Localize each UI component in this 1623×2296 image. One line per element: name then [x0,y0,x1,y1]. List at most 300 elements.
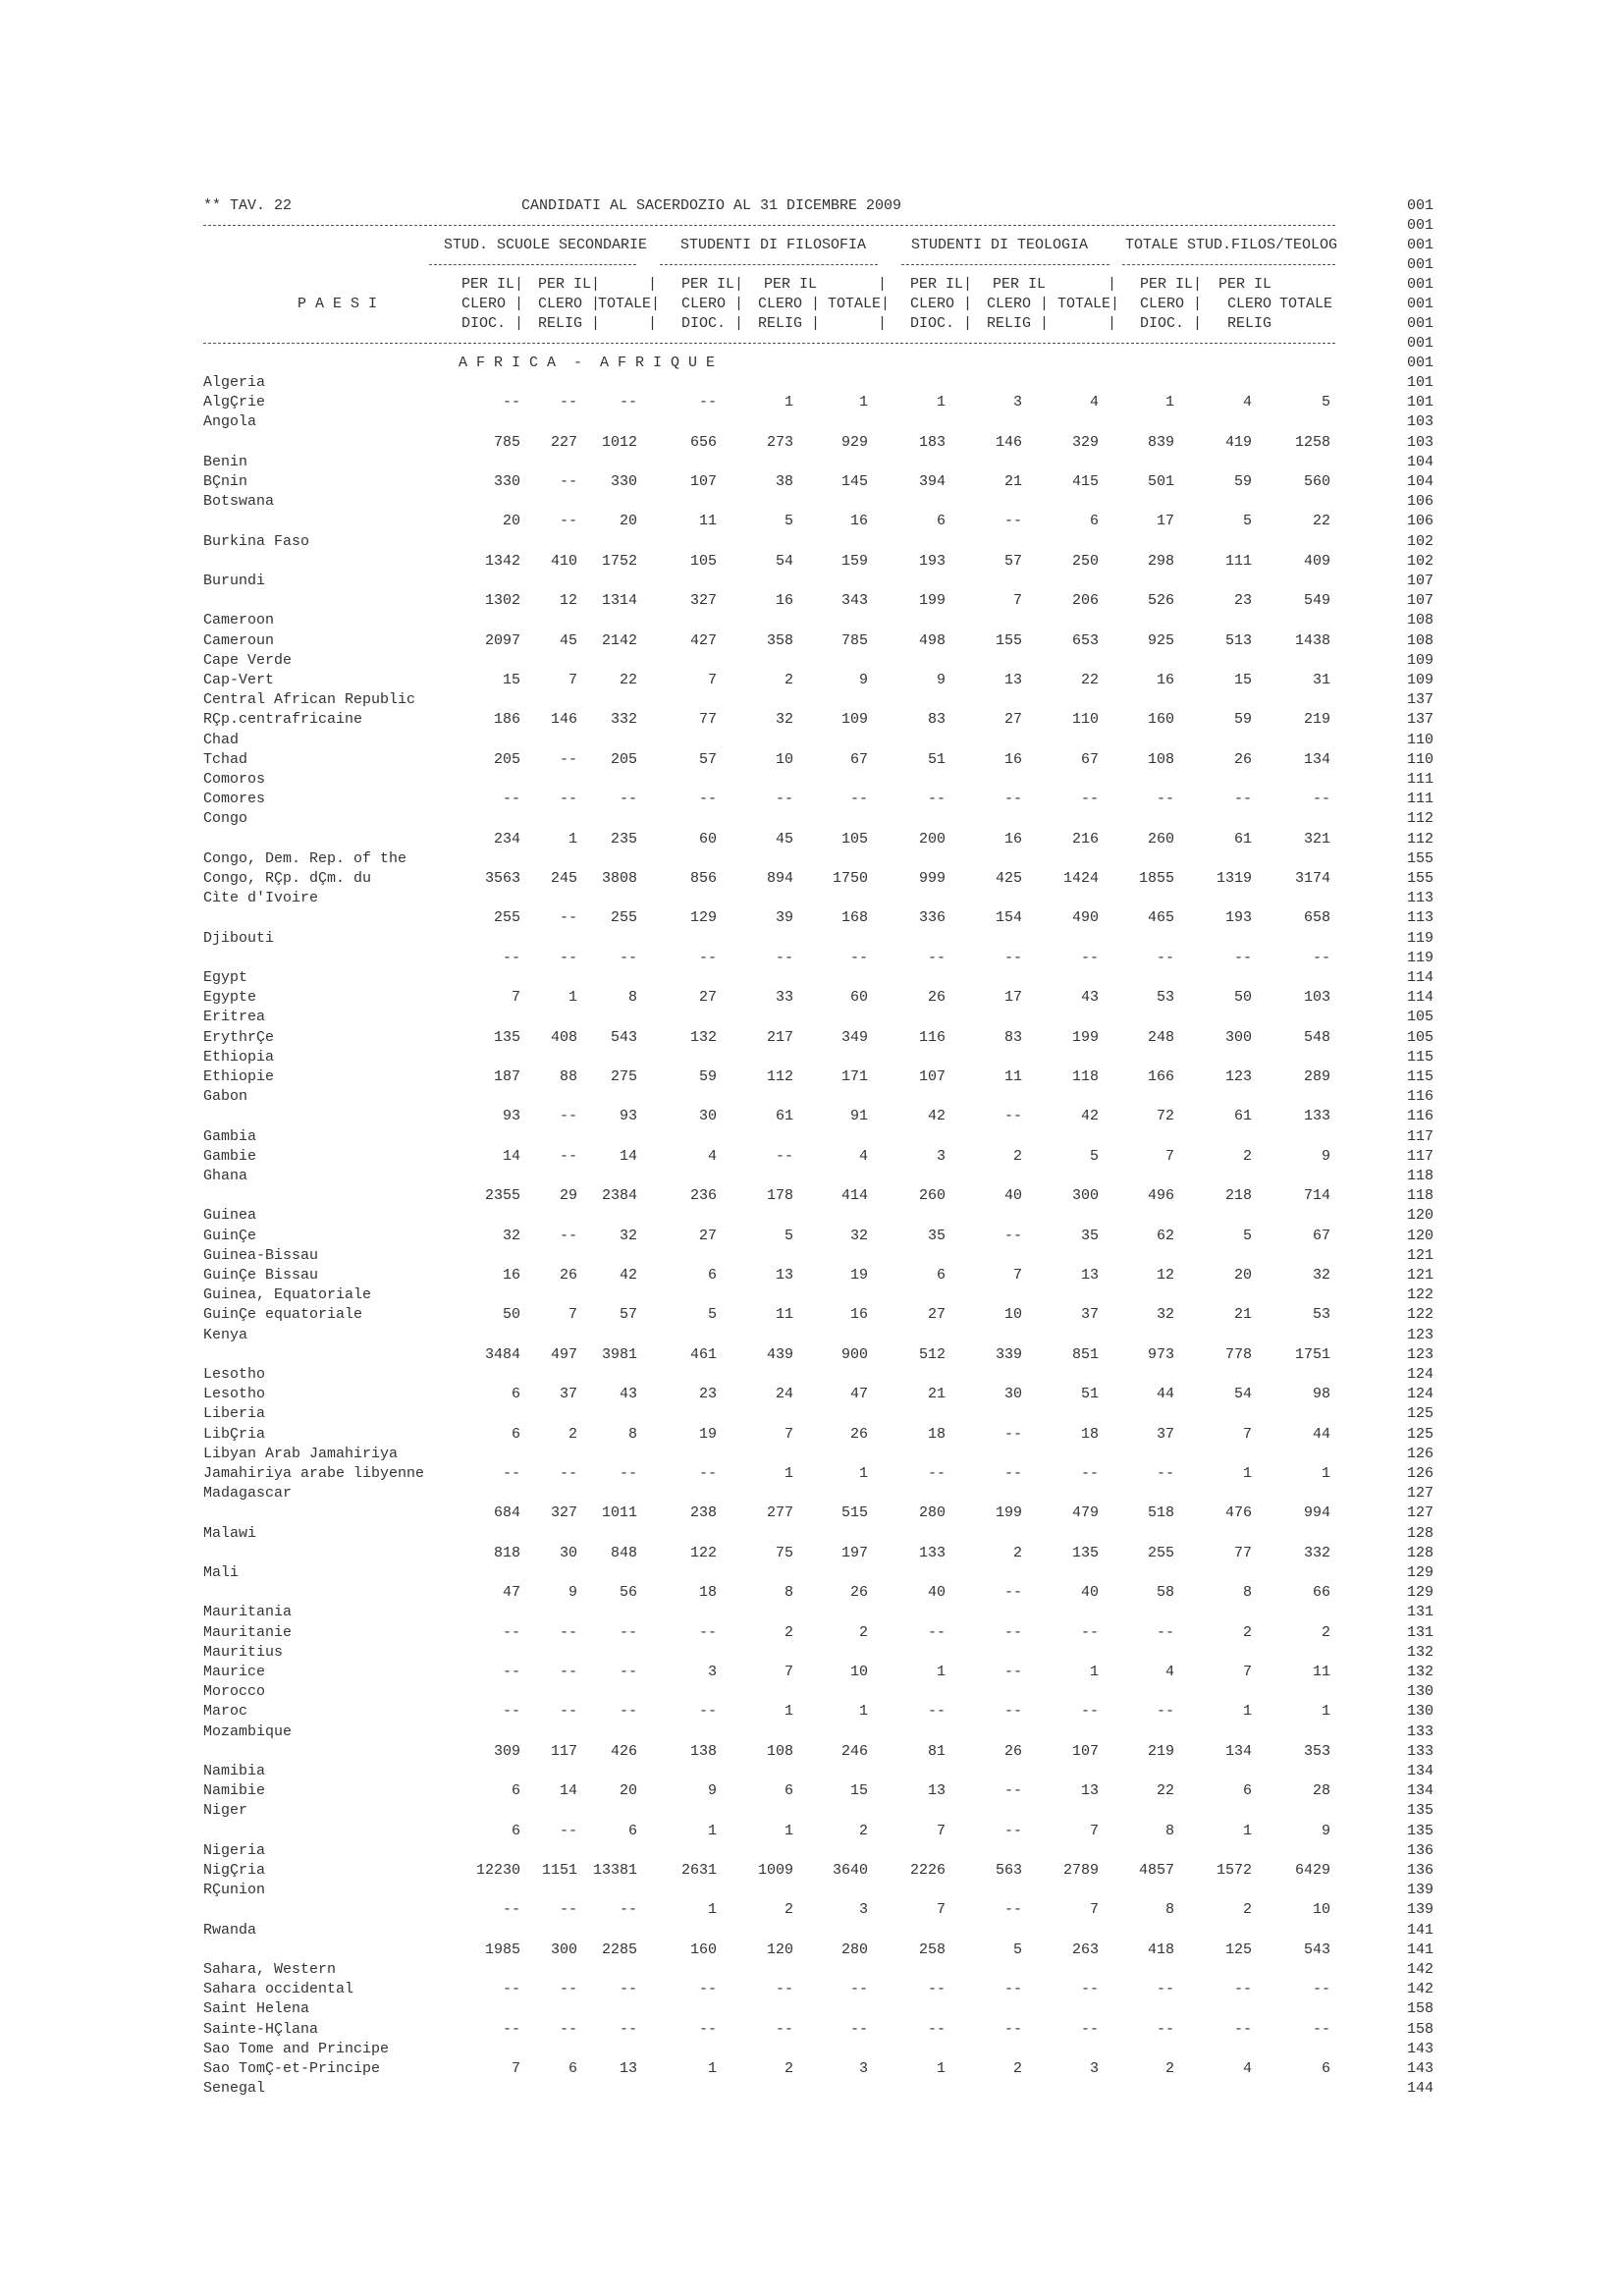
subheader-cell: | [1107,315,1116,332]
country-name: Central African Republic [203,691,416,709]
table-row [0,1404,1623,1424]
page-code: 001 [1406,315,1434,332]
row-code: 104 [1406,473,1434,490]
value-cell: -- [559,1981,577,1998]
value-cell: 60 [698,830,717,847]
row-code: 112 [1406,830,1434,847]
value-cell: 118 [1071,1068,1099,1085]
value-cell: 7 [511,2060,520,2077]
value-cell: 5 [784,1227,793,1244]
value-cell: 1 [858,1465,868,1482]
value-cell: 8 [1164,1901,1174,1919]
value-cell: 67 [1312,1227,1330,1244]
value-cell: 3 [858,1901,868,1919]
value-cell: 513 [1224,631,1252,649]
table-row [0,591,1623,611]
value-cell: 1 [936,2060,946,2077]
value-cell: 1855 [1138,870,1174,887]
row-code: 133 [1406,1722,1434,1740]
value-cell: 51 [927,750,946,768]
table-row [0,2079,1623,2099]
row-code: 107 [1406,573,1434,589]
value-cell: 4857 [1138,1862,1174,1879]
value-cell: -- [559,513,577,530]
table-row [0,1722,1623,1742]
value-cell: 6 [936,1267,946,1284]
value-cell: 160 [689,1941,717,1958]
value-cell: 61 [775,1108,793,1125]
value-cell: 187 [493,1068,520,1085]
value-cell: 123 [1224,1068,1252,1085]
value-cell: 28 [1312,1782,1330,1800]
value-cell: 42 [1080,1108,1099,1125]
subheader-cell: CLERO | [681,296,744,312]
region-heading: A F R I C A - A F R I Q U E [459,355,716,371]
value-cell: -- [1312,2020,1330,2038]
country-name: Angola [203,413,257,431]
value-cell: 856 [689,870,717,887]
value-cell: 6 [511,1425,520,1443]
value-cell: 929 [840,433,868,451]
value-cell: -- [775,1981,793,1998]
value-cell: 1 [707,1822,717,1839]
table-row [0,1008,1623,1027]
value-cell: 277 [766,1504,793,1522]
value-cell: 3 [936,1147,946,1165]
row-code: 124 [1406,1386,1434,1403]
value-cell: 199 [918,592,946,610]
table-row [0,433,1623,453]
value-cell: 5 [1242,513,1252,530]
value-cell: 107 [1071,1742,1099,1760]
row-code: 121 [1406,1246,1434,1264]
country-name: LibÇria [203,1425,266,1443]
value-cell: 61 [1233,1108,1252,1125]
value-cell: 2 [1242,1623,1252,1641]
country-name: Congo [203,810,248,828]
value-cell: 42 [619,1267,637,1284]
value-cell: 653 [1071,631,1099,649]
table-row [0,1425,1623,1445]
value-cell: 16 [849,1306,868,1324]
value-cell: 13 [1080,1267,1099,1284]
table-row [0,373,1623,393]
row-code: 108 [1406,612,1434,629]
value-cell: 785 [840,631,868,649]
value-cell: 327 [689,592,717,610]
value-cell: 32 [1312,1267,1330,1284]
country-name: Madagascar [203,1485,293,1503]
value-cell: 1752 [601,552,637,570]
value-cell: 35 [1080,1227,1099,1244]
table-row [0,1603,1623,1622]
value-cell: 9 [1321,1822,1330,1839]
value-cell: 24 [775,1386,793,1403]
subheader-cell: PER IL [1217,276,1271,293]
value-cell: 16 [849,513,868,530]
value-cell: -- [559,394,577,411]
value-cell: 309 [493,1742,520,1760]
value-cell: 53 [1312,1306,1330,1324]
table-row [0,651,1623,671]
value-cell: 839 [1147,433,1174,451]
value-cell: 543 [610,1028,637,1046]
value-cell: 414 [840,1187,868,1205]
title-line [0,196,1623,216]
value-cell: 3808 [601,870,637,887]
subheader-line-3 [0,314,1623,334]
row-code: 139 [1406,1901,1434,1919]
value-cell: 2789 [1062,1862,1099,1879]
value-cell: -- [619,394,637,411]
value-cell: 216 [1071,830,1099,847]
value-cell: 999 [918,870,946,887]
row-code: 139 [1406,1882,1434,1899]
value-cell: 6 [511,1386,520,1403]
row-code: 135 [1406,1802,1434,1820]
country-name: Egypt [203,969,248,986]
value-cell: 7 [936,1822,946,1839]
subheader-cell: CLERO | [758,296,821,312]
country-name: Ethiopie [203,1068,275,1085]
value-cell: 235 [610,830,637,847]
row-code: 131 [1406,1604,1434,1621]
row-code: 122 [1406,1286,1434,1304]
value-cell: 112 [766,1068,793,1085]
table-row [0,1186,1623,1206]
table-row [0,1742,1623,1762]
value-cell: 146 [550,711,577,729]
value-cell: -- [559,949,577,966]
value-cell: 300 [550,1941,577,1958]
country-name: Benin [203,453,248,470]
country-name: Cap-Vert [203,672,275,688]
subheader-cell: DIOC. | [461,315,524,332]
value-cell: 57 [1003,552,1022,570]
country-name: Burundi [203,573,266,589]
value-cell: 12 [1156,1267,1174,1284]
value-cell: -- [698,949,717,966]
value-cell: -- [1312,791,1330,808]
row-code: 114 [1406,989,1434,1007]
value-cell: 120 [766,1941,793,1958]
subheader-cell: TOTALE| [1057,296,1120,312]
value-cell: 77 [1233,1544,1252,1561]
value-cell: 199 [1071,1028,1099,1046]
value-cell: 93 [619,1108,637,1125]
table-row [0,1345,1623,1365]
table-row [0,552,1623,572]
country-name: Gabon [203,1088,248,1106]
value-cell: 183 [918,433,946,451]
row-code: 123 [1406,1326,1434,1343]
subheader-cell: RELIG | [987,315,1050,332]
table-row [0,1781,1623,1801]
subheader-cell: PER IL [763,276,817,293]
value-cell: 321 [1303,830,1330,847]
table-row [0,731,1623,750]
subheader-cell: PER IL [992,276,1046,293]
value-cell: -- [927,2020,946,2038]
value-cell: 62 [1156,1227,1174,1244]
value-cell: 684 [493,1504,520,1522]
group-header-line [0,236,1623,255]
value-cell: 218 [1224,1187,1252,1205]
country-name: Comoros [203,771,266,788]
value-cell: 8 [627,989,637,1007]
value-cell: 258 [918,1941,946,1958]
value-cell: 5 [1242,1227,1252,1244]
value-cell: 193 [918,552,946,570]
group-rule [1122,264,1335,265]
value-cell: 13381 [592,1862,637,1879]
row-code: 137 [1406,691,1434,709]
value-cell: 900 [840,1345,868,1363]
row-code: 117 [1406,1127,1434,1145]
value-cell: 31 [1312,672,1330,688]
country-name: Nigeria [203,1841,266,1859]
value-cell: -- [619,1901,637,1919]
value-cell: -- [1003,1425,1022,1443]
group-header-total: TOTALE STUD.FILOS/TEOLOG [1125,237,1338,253]
table-row [0,1445,1623,1464]
value-cell: 13 [619,2060,637,2077]
value-cell: -- [619,1981,637,1998]
value-cell: 50 [502,1306,520,1324]
value-cell: -- [927,1623,946,1641]
row-code: 116 [1406,1108,1434,1125]
value-cell: -- [927,949,946,966]
value-cell: 154 [995,909,1022,927]
value-cell: 3174 [1294,870,1330,887]
value-cell: 1 [1321,1703,1330,1721]
value-cell: 1 [936,1664,946,1680]
value-cell: -- [502,1981,520,1998]
value-cell: 47 [849,1386,868,1403]
value-cell: 512 [918,1345,946,1363]
value-cell: 107 [689,473,717,490]
value-cell: -- [1003,1465,1022,1482]
table-row [0,1941,1623,1960]
value-cell: 549 [1303,592,1330,610]
table-row [0,1762,1623,1781]
country-name: Lesotho [203,1386,266,1403]
value-cell: 8 [784,1584,793,1602]
value-cell: 32 [619,1227,637,1244]
row-code: 102 [1406,532,1434,550]
value-cell: 2 [858,1623,868,1641]
value-cell: 116 [918,1028,946,1046]
subheader-cell: TOTALE [1278,296,1332,312]
value-cell: -- [559,791,577,808]
value-cell: -- [559,909,577,927]
value-cell: 7 [1089,1901,1099,1919]
value-cell: 219 [1147,1742,1174,1760]
value-cell: -- [619,1465,637,1482]
country-name: Djibouti [203,929,275,947]
value-cell: 3484 [484,1345,520,1363]
value-cell: 236 [689,1187,717,1205]
value-cell: 848 [610,1544,637,1561]
table-row [0,453,1623,472]
row-code: 120 [1406,1227,1434,1244]
table-row [0,1227,1623,1246]
table-row [0,1503,1623,1523]
value-cell: 465 [1147,909,1174,927]
value-cell: 197 [840,1544,868,1561]
value-cell: -- [1156,1981,1174,1998]
value-cell: 58 [1156,1584,1174,1602]
country-name: Eritrea [203,1009,266,1026]
value-cell: -- [1003,1901,1022,1919]
value-cell: 14 [619,1147,637,1165]
value-cell: 6 [784,1782,793,1800]
country-name: Sao Tome and Principe [203,2040,390,2057]
value-cell: 105 [689,552,717,570]
table-row [0,1326,1623,1345]
subheader-line-2 [0,295,1623,314]
value-cell: 7 [568,1306,577,1324]
value-cell: 6 [936,513,946,530]
value-cell: 15 [849,1782,868,1800]
value-cell: 358 [766,631,793,649]
value-cell: 6 [627,1822,637,1839]
country-name: GuinÇe [203,1227,257,1244]
value-cell: 9 [568,1584,577,1602]
table-row [0,1048,1623,1067]
table-row [0,412,1623,432]
table-row [0,1087,1623,1107]
value-cell: 6 [511,1822,520,1839]
value-cell: 103 [1303,989,1330,1007]
country-name: Guinea [203,1207,257,1225]
value-cell: 3563 [484,870,520,887]
row-code: 111 [1406,771,1434,788]
table-row [0,1266,1623,1285]
subheader-cell: DIOC. | [910,315,973,332]
value-cell: 20 [619,1782,637,1800]
value-cell: 1572 [1216,1862,1252,1879]
value-cell: 501 [1147,473,1174,490]
value-cell: 498 [918,631,946,649]
value-cell: -- [1003,1664,1022,1680]
value-cell: 8 [627,1425,637,1443]
value-cell: 1342 [484,552,520,570]
value-cell: 45 [559,631,577,649]
table-row [0,690,1623,710]
row-code: 158 [1406,2000,1434,2018]
value-cell: 105 [840,830,868,847]
table-row [0,1881,1623,1900]
value-cell: 818 [493,1544,520,1561]
value-cell: 6 [511,1782,520,1800]
value-cell: 658 [1303,909,1330,927]
value-cell: 67 [1080,750,1099,768]
row-code: 124 [1406,1366,1434,1383]
value-cell: 159 [840,552,868,570]
value-cell: 409 [1303,552,1330,570]
value-cell: 418 [1147,1941,1174,1958]
value-cell: 785 [493,433,520,451]
value-cell: 1438 [1294,631,1330,649]
value-cell: 238 [689,1504,717,1522]
value-cell: 4 [707,1147,717,1165]
value-cell: -- [1080,949,1099,966]
value-cell: 14 [559,1782,577,1800]
value-cell: 21 [927,1386,946,1403]
country-name: Lesotho [203,1366,266,1383]
value-cell: 2 [784,2060,793,2077]
table-row [0,631,1623,651]
value-cell: 3 [1089,2060,1099,2077]
value-cell: 2226 [909,1862,946,1879]
country-name: Sao TomÇ-et-Principe [203,2060,381,2077]
subheader-cell: | [877,276,887,293]
value-cell: 1 [568,989,577,1007]
value-cell: -- [1003,513,1022,530]
value-cell: -- [1003,1108,1022,1125]
value-cell: 10 [1003,1306,1022,1324]
value-cell: 275 [610,1068,637,1085]
value-cell: 27 [1003,711,1022,729]
table-row [0,1385,1623,1404]
table-row [0,1484,1623,1503]
value-cell: 349 [840,1028,868,1046]
value-cell: -- [559,1901,577,1919]
row-code: 155 [1406,849,1434,867]
value-cell: 300 [1071,1187,1099,1205]
value-cell: -- [559,473,577,490]
value-cell: 339 [995,1345,1022,1363]
value-cell: -- [1080,1465,1099,1482]
row-code: 115 [1406,1048,1434,1066]
value-cell: -- [559,1108,577,1125]
value-cell: 7 [1012,592,1022,610]
value-cell: 146 [995,433,1022,451]
row-code: 128 [1406,1544,1434,1561]
value-cell: 332 [610,711,637,729]
value-cell: -- [698,2020,717,2038]
value-cell: 40 [1003,1187,1022,1205]
value-cell: 1 [858,1703,868,1721]
value-cell: 515 [840,1504,868,1522]
value-cell: 8 [1164,1822,1174,1839]
value-cell: 343 [840,592,868,610]
horizontal-rule [203,343,1335,344]
table-row [0,2059,1623,2079]
value-cell: 77 [698,711,717,729]
value-cell: 260 [918,1187,946,1205]
value-cell: 12230 [475,1862,520,1879]
value-cell: 44 [1156,1386,1174,1403]
value-cell: -- [502,2020,520,2038]
value-cell: -- [1312,949,1330,966]
row-code: 101 [1406,394,1434,411]
subheader-cell: | [647,276,657,293]
value-cell: 426 [610,1742,637,1760]
table-row [0,988,1623,1008]
table-row [0,1801,1623,1821]
row-code: 119 [1406,949,1434,966]
country-name: Namibia [203,1763,266,1779]
country-name: Gambie [203,1147,257,1165]
value-cell: 548 [1303,1028,1330,1046]
value-cell: 15 [1233,672,1252,688]
table-row [0,770,1623,790]
subheader-cell: RELIG [1226,315,1271,332]
value-cell: 5 [784,513,793,530]
value-cell: 2142 [601,631,637,649]
